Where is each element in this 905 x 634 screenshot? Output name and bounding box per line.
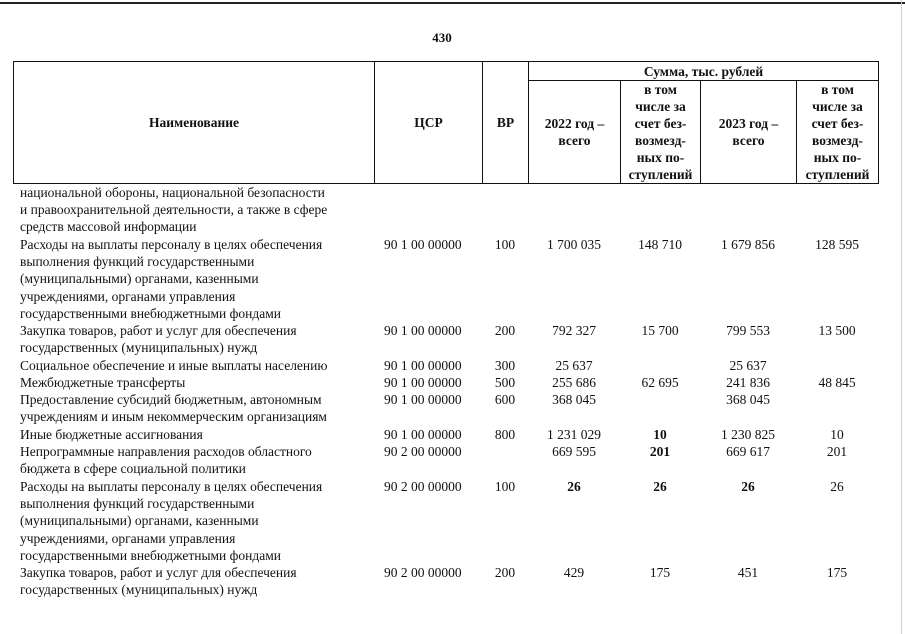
header-line: ных по-: [636, 150, 685, 165]
row-csr: 90 2 00 00000: [384, 444, 462, 459]
name-line: учреждениями, органами управления: [20, 530, 236, 546]
row-2022-total: 26: [567, 479, 581, 494]
row-csr: 90 1 00 00000: [384, 375, 462, 390]
name-line: Расходы на выплаты персоналу в целях обеспечения: [20, 237, 323, 252]
page-number: 430: [432, 30, 452, 45]
row-2023-total: 1 679 856: [721, 237, 775, 252]
row-2023-free: 13 500: [818, 323, 856, 338]
row-2022-total: 669 595: [552, 444, 596, 459]
header-vr: ВР: [482, 61, 529, 184]
row-2022-total: 792 327: [552, 323, 596, 338]
row-2022-total: 1 700 035: [547, 237, 601, 252]
row-2022-free: 15 700: [641, 323, 679, 338]
row-vr: 200: [494, 323, 516, 338]
header-line: ных по-: [813, 150, 862, 165]
row-2023-total: 241 836: [726, 375, 770, 390]
name-line: (муниципальными) органами, казенными: [20, 271, 259, 287]
row-name: [20, 391, 382, 425]
name-line: Закупка товаров, работ и услуг для обеспечения: [20, 323, 297, 338]
name-line: учреждениями, органами управления: [20, 288, 236, 304]
row-2023-total: 669 617: [726, 444, 770, 459]
row-2023-free: 175: [826, 565, 848, 580]
row-2022-free: 175: [649, 565, 671, 580]
row-2022-total: 1 231 029: [547, 427, 601, 442]
name-line: Расходы на выплаты персоналу в целях обеспечения: [20, 479, 323, 494]
header-line: всего: [558, 133, 591, 148]
name-line: Иные бюджетные ассигнования: [20, 427, 203, 442]
row-2022-total: 368 045: [552, 392, 596, 407]
name-line: Закупка товаров, работ и услуг для обеспечения: [20, 565, 297, 580]
header-line: 2022 год –: [544, 116, 605, 131]
name-line: выполнения функций государственными: [20, 254, 255, 270]
row-2022-free: 26: [653, 479, 667, 494]
row-name: [20, 478, 382, 564]
header-line: возмезд-: [635, 133, 686, 148]
name-line: национальной обороны, национальной безопасности: [20, 185, 325, 200]
row-2023-free: 128 595: [815, 237, 859, 252]
row-name: [20, 443, 382, 477]
name-line: Предоставление субсидий бюджетным, автономным: [20, 392, 322, 407]
header-line: всего: [732, 133, 765, 148]
row-csr: 90 1 00 00000: [384, 237, 462, 252]
row-vr: 600: [494, 392, 516, 407]
row-name: [20, 236, 382, 322]
header-line: счет без-: [811, 116, 864, 131]
header-line: ступлений: [628, 167, 693, 182]
row-name: [20, 184, 382, 236]
row-2023-total: 1 230 825: [721, 427, 775, 442]
row-csr: 90 1 00 00000: [384, 392, 462, 407]
header-line: в том: [644, 82, 677, 97]
header-line: числе за: [635, 99, 686, 114]
row-name: [20, 357, 382, 374]
row-csr: 90 1 00 00000: [384, 323, 462, 338]
name-line: выполнения функций государственными: [20, 496, 255, 512]
row-2022-free: 10: [653, 427, 667, 442]
row-2022-total: 429: [563, 565, 585, 580]
row-2022-free: 201: [649, 444, 671, 459]
name-line: государственными внебюджетными фондами: [20, 305, 282, 321]
row-2022-total: 25 637: [555, 358, 593, 373]
row-2023-total: 451: [737, 565, 759, 580]
row-csr: 90 1 00 00000: [384, 358, 462, 373]
row-name: [20, 564, 382, 598]
header-2023-total: [700, 80, 797, 184]
header-line: счет без-: [634, 116, 687, 131]
row-2023-free: 26: [830, 479, 844, 494]
row-csr: 90 2 00 00000: [384, 479, 462, 494]
name-line: и правоохранительной деятельности, а также в сфере: [20, 202, 328, 218]
row-vr: 100: [494, 237, 516, 252]
row-2023-free: 201: [826, 444, 848, 459]
name-line: государственными внебюджетными фондами: [20, 547, 282, 563]
row-2022-total: 255 686: [552, 375, 596, 390]
row-name: [20, 426, 382, 443]
name-line: бюджета в сфере социальной политики: [20, 461, 246, 477]
page-edge: [901, 0, 902, 634]
row-vr: 200: [494, 565, 516, 580]
row-2023-free: 10: [830, 427, 844, 442]
header-line: в том: [821, 82, 854, 97]
row-2023-total: 368 045: [726, 392, 770, 407]
top-rule: [0, 2, 905, 4]
row-vr: 300: [494, 358, 516, 373]
row-2022-free: 62 695: [641, 375, 679, 390]
row-vr: 800: [494, 427, 516, 442]
row-vr: 500: [494, 375, 516, 390]
header-line: возмезд-: [812, 133, 863, 148]
row-csr: 90 1 00 00000: [384, 427, 462, 442]
row-2023-total: 799 553: [726, 323, 770, 338]
header-2023-free: [796, 80, 879, 184]
name-line: Непрограммные направления расходов областного: [20, 444, 312, 459]
header-name: Наименование: [13, 61, 375, 184]
name-line: Социальное обеспечение и иные выплаты населению: [20, 358, 328, 373]
name-line: государственных (муниципальных) нужд: [20, 582, 258, 598]
row-2022-free: 148 710: [638, 237, 682, 252]
header-sum-group: Сумма, тыс. рублей: [528, 61, 879, 81]
row-csr: 90 2 00 00000: [384, 565, 462, 580]
row-2023-total: 26: [741, 479, 755, 494]
row-vr: 100: [494, 479, 516, 494]
header-line: 2023 год –: [718, 116, 779, 131]
header-2022-total: [528, 80, 621, 184]
header-2022-free: [620, 80, 701, 184]
header-line: числе за: [812, 99, 863, 114]
header-line: ступлений: [805, 167, 870, 182]
name-line: Межбюджетные трансферты: [20, 375, 186, 390]
name-line: средств массовой информации: [20, 219, 197, 235]
header-csr: ЦСР: [374, 61, 483, 184]
row-2023-total: 25 637: [729, 358, 767, 373]
name-line: учреждениям и иным некоммерческим организациям: [20, 409, 327, 425]
row-name: [20, 322, 382, 356]
row-name: [20, 374, 382, 391]
name-line: (муниципальными) органами, казенными: [20, 513, 259, 529]
name-line: государственных (муниципальных) нужд: [20, 340, 258, 356]
row-2023-free: 48 845: [818, 375, 856, 390]
